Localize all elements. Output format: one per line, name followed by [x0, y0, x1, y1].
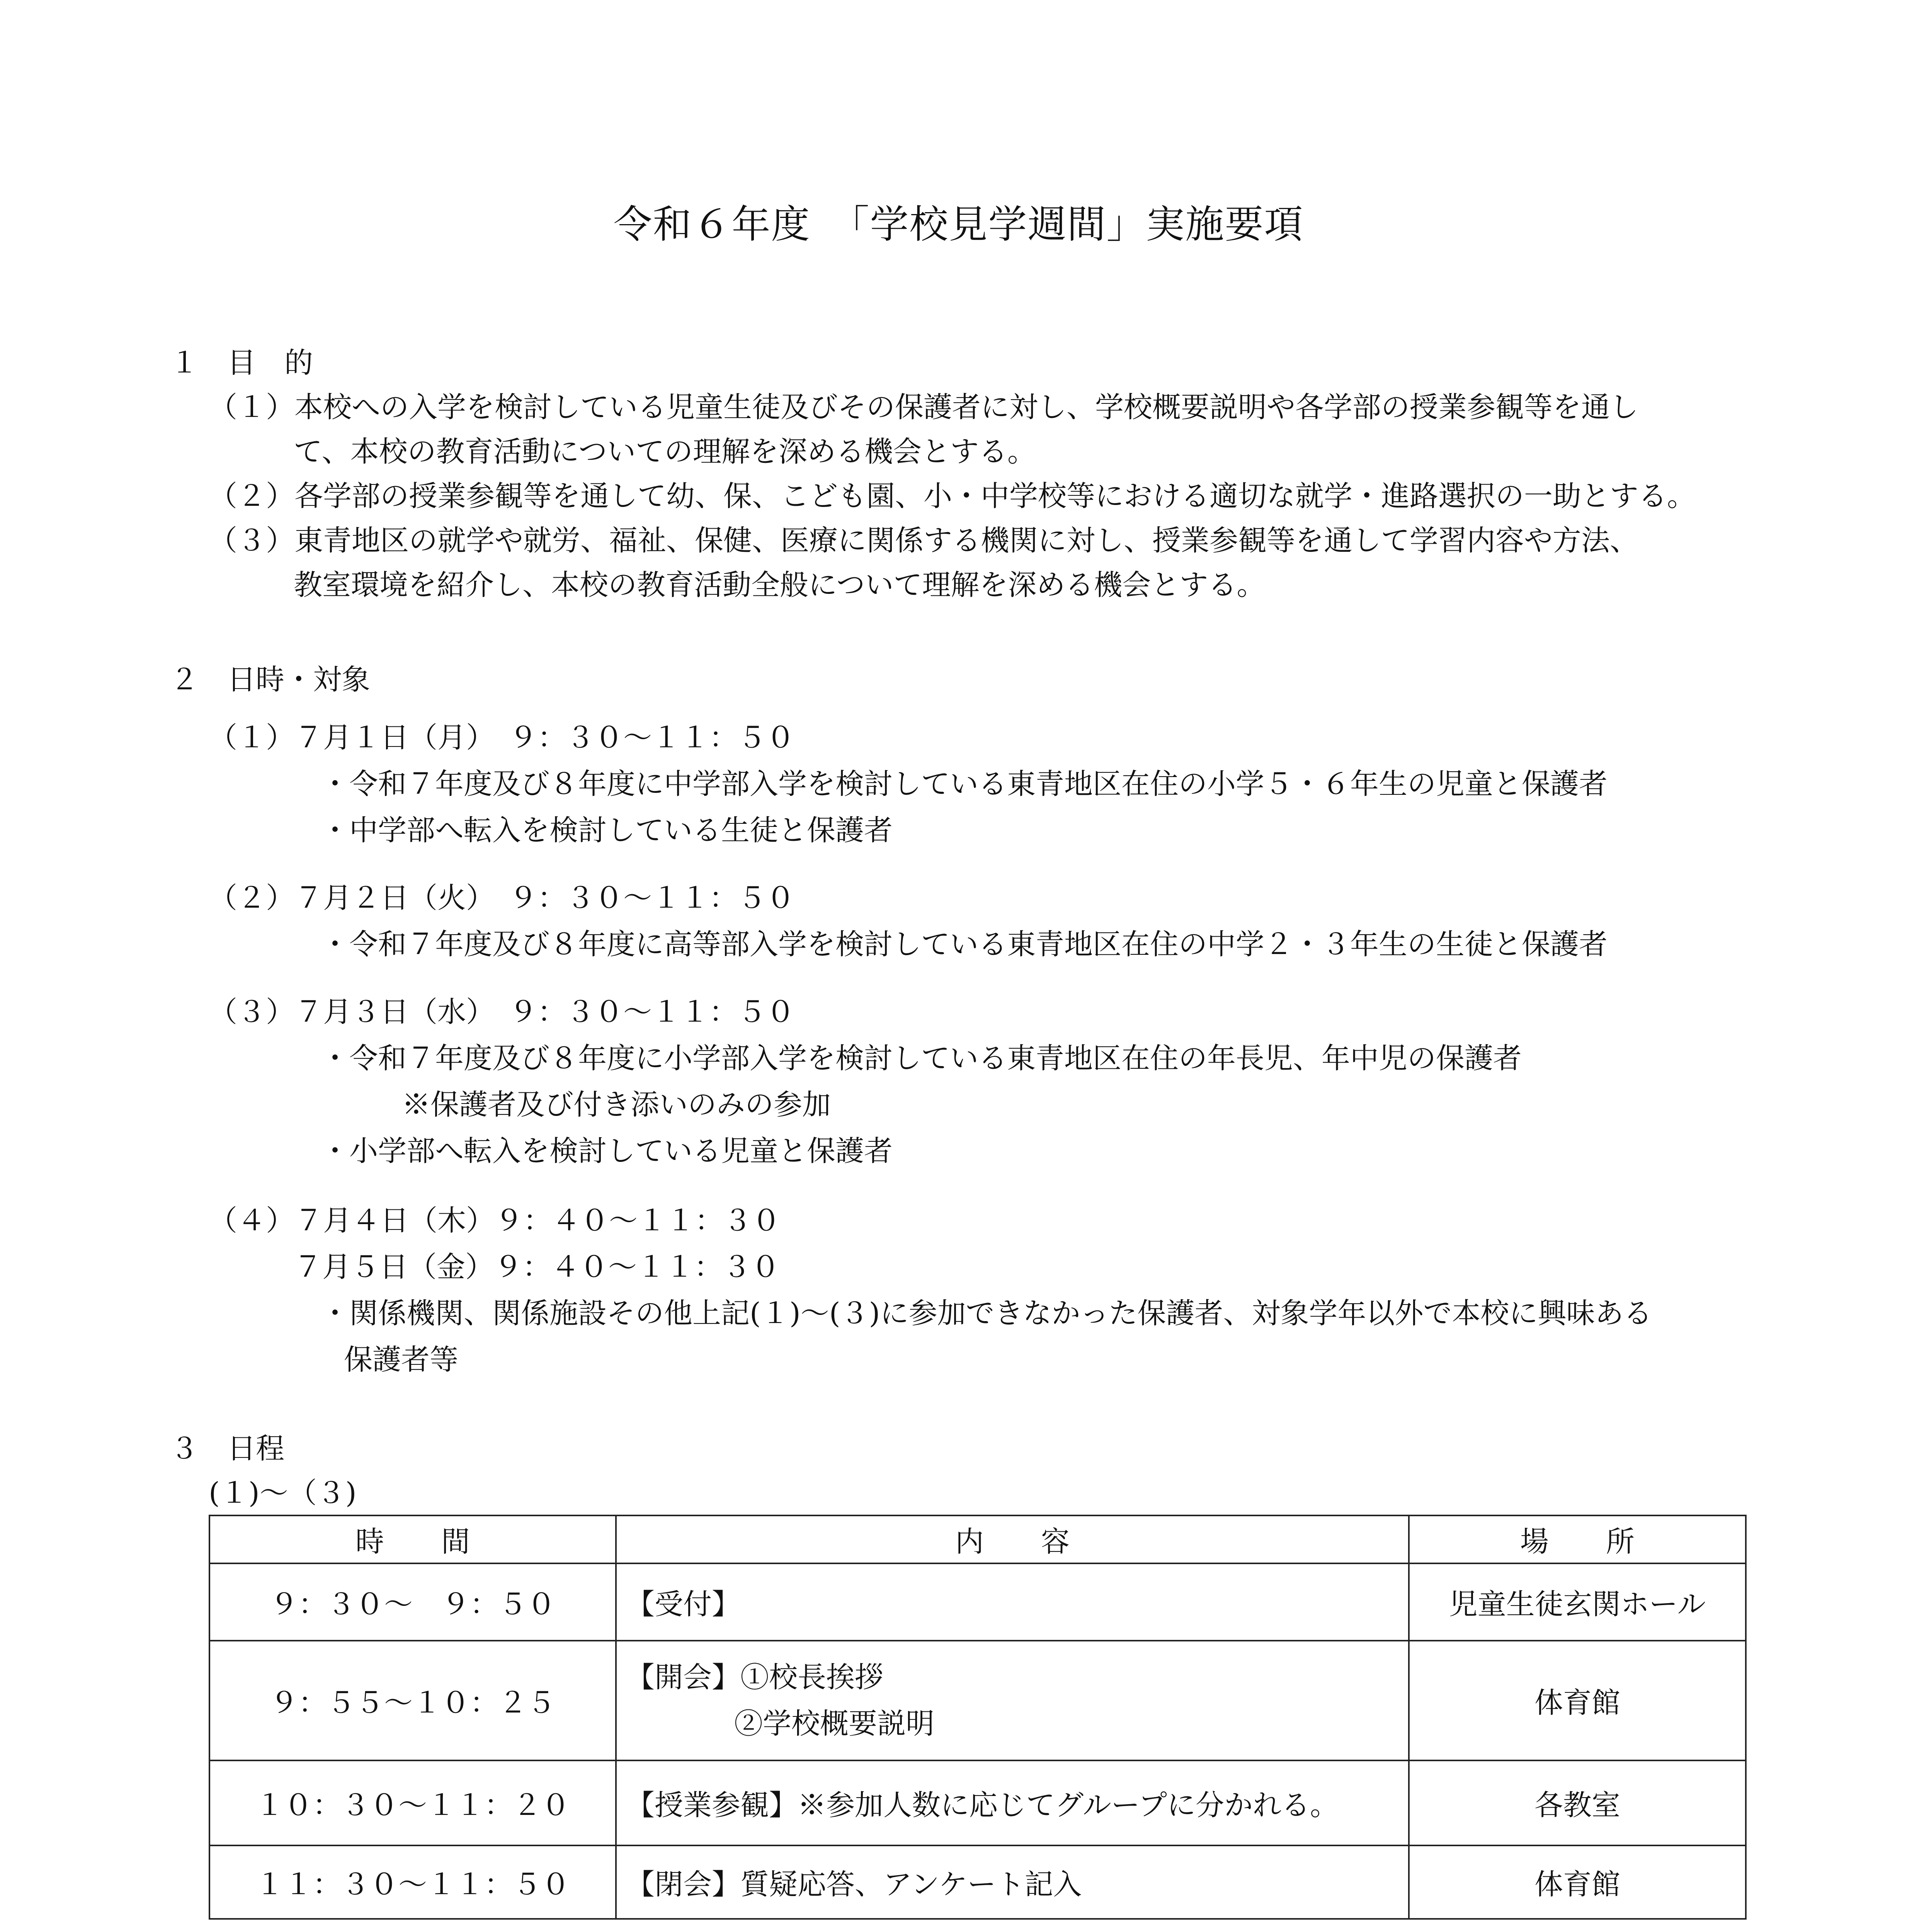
section-3-heading: ３ 日程	[170, 1432, 284, 1465]
place-cell: 体育館	[1409, 1845, 1746, 1919]
purpose-item-2: （２）各学部の授業参観等を通して幼、保、こども園、小・中学校等における適切な就学・進路選択の一助とする。	[209, 480, 1696, 513]
col-content-header: 内 容	[616, 1515, 1409, 1563]
time-cell: ９：５５～１０：２５	[209, 1641, 616, 1760]
place-cell: 児童生徒玄関ホール	[1409, 1563, 1746, 1641]
content-line-1: 【開会】①校長挨拶	[626, 1661, 883, 1694]
table-row	[209, 1563, 1746, 1641]
date-2: （２）７月２日（火） ９：３０～１１：５０	[209, 881, 795, 915]
section-1-heading: １ 目 的	[170, 346, 313, 379]
purpose-item-3: （３）東青地区の就学や就労、福祉、保健、医療に関係する機関に対し、授業参観等を通して学習内容や方法、	[209, 524, 1638, 557]
content-cell: 【閉会】質疑応答、アンケート記入	[616, 1845, 1409, 1919]
purpose-item-3-cont: 教室環境を紹介し、本校の教育活動全般について理解を深める機会とする。	[294, 568, 1266, 602]
col-place-header: 場 所	[1409, 1515, 1746, 1563]
date-5: ７月５日（金）９：４０～１１：３０	[294, 1250, 780, 1284]
schedule-1-caption: (１)～（３)	[209, 1476, 357, 1510]
page-title: 令和６年度 「学校見学週間」実施要項	[613, 202, 1304, 247]
section-2-heading: ２ 日時・対象	[170, 663, 370, 696]
date-1-target-1: ・令和７年度及び８年度に中学部入学を検討している東青地区在住の小学５・６年生の児童と保護者	[321, 767, 1607, 801]
content-line-2: ②学校概要説明	[734, 1707, 934, 1740]
place-cell: 各教室	[1409, 1760, 1746, 1845]
place-cell: 体育館	[1409, 1641, 1746, 1760]
date-3-target-2: ・小学部へ転入を検討している児童と保護者	[321, 1134, 893, 1168]
purpose-item-1-cont: て、本校の教育活動についての理解を深める機会とする。	[294, 435, 1036, 468]
date-3: （３）７月３日（水） ９：３０～１１：５０	[209, 995, 795, 1029]
table-row	[209, 1845, 1746, 1919]
table-row	[209, 1760, 1746, 1845]
content-cell: 【受付】	[616, 1563, 1409, 1641]
time-cell: １１：３０～１１：５０	[209, 1845, 616, 1919]
purpose-item-1: （１）本校への入学を検討している児童生徒及びその保護者に対し、学校概要説明や各学部の授業参観等を通し	[209, 391, 1638, 424]
date-4: （４）７月４日（木）９：４０～１１：３０	[209, 1204, 781, 1237]
table-row	[209, 1641, 1746, 1760]
date-1: （１）７月１日（月） ９：３０～１１：５０	[209, 721, 795, 754]
time-cell: １０：３０～１１：２０	[209, 1760, 616, 1845]
date-4-target-1-cont: 保護者等	[344, 1343, 458, 1376]
content-cell	[616, 1641, 1409, 1760]
content-cell: 【授業参観】※参加人数に応じてグループに分かれる。	[616, 1760, 1409, 1845]
time-cell: ９：３０～ ９：５０	[209, 1563, 616, 1641]
date-3-note: ※保護者及び付き添いのみの参加	[402, 1088, 831, 1121]
date-4-target-1: ・関係機関、関係施設その他上記(１)～(３)に参加できなかった保護者、対象学年以外で本校に興味ある	[321, 1297, 1652, 1330]
date-3-target-1: ・令和７年度及び８年度に小学部入学を検討している東青地区在住の年長児、年中児の保護者	[321, 1042, 1522, 1075]
date-1-target-2: ・中学部へ転入を検討している生徒と保護者	[321, 814, 893, 847]
col-time-header: 時 間	[209, 1515, 616, 1563]
date-2-target-1: ・令和７年度及び８年度に高等部入学を検討している東青地区在住の中学２・３年生の生徒と保護者	[321, 928, 1607, 961]
schedule-table-1	[209, 1515, 1747, 1920]
